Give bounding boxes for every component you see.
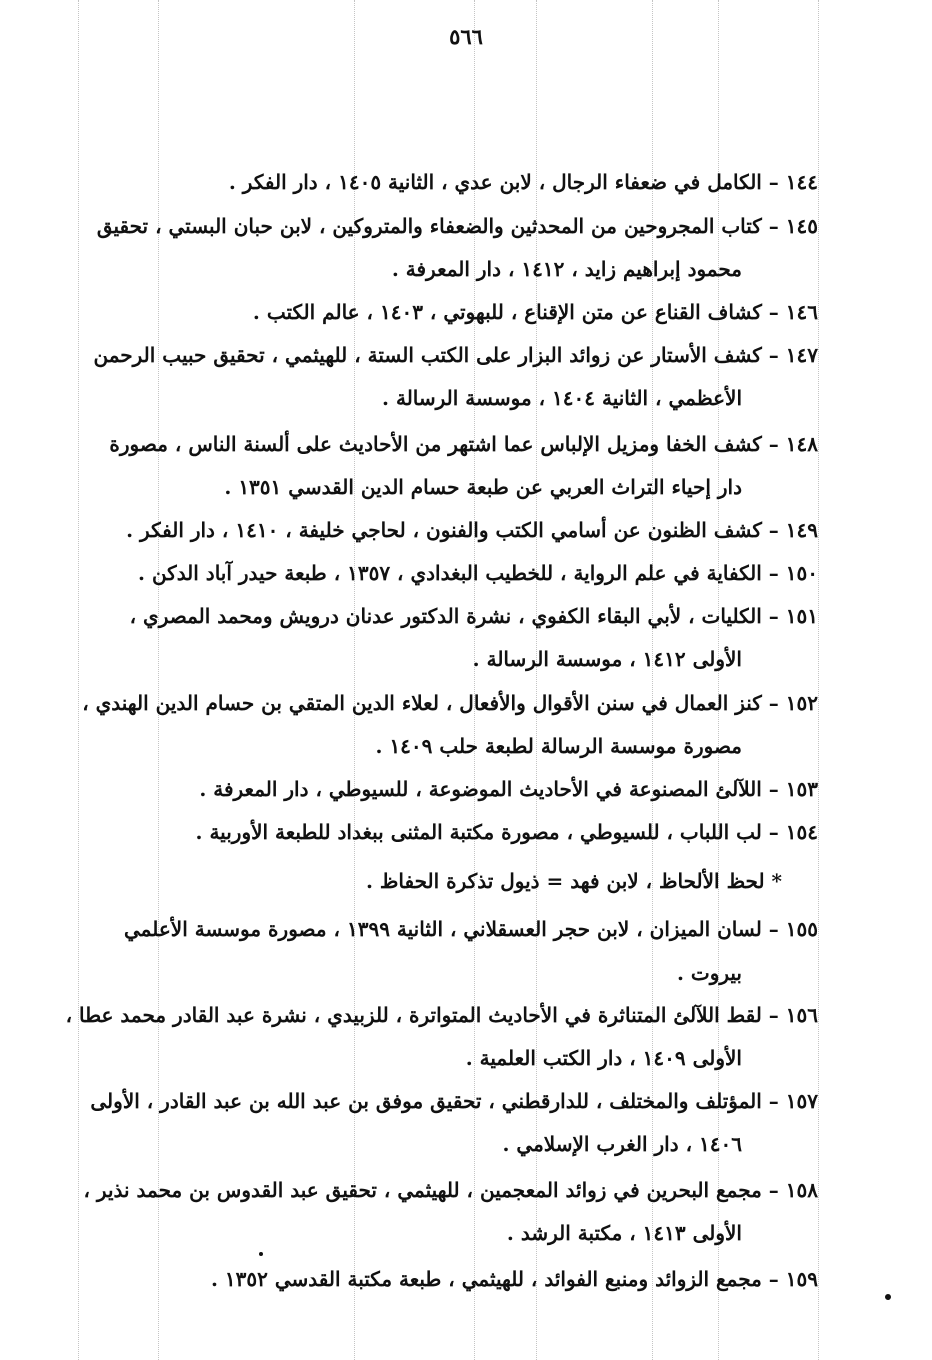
- entry-152-continuation: مصورة موسسة الرسالة لطبعة حلب ١٤٠٩ .: [375, 734, 742, 758]
- entry-149: ١٤٩ – كشف الظنون عن أسامي الكتب والفنون ، لحاجي خليفة ، ١٤١٠ ، دار الفكر .: [126, 518, 818, 542]
- entry-145-continuation: محمود إبراهيم زايد ، ١٤١٢ ، دار المعرفة .: [391, 257, 742, 281]
- entry-153: ١٥٣ – اللآلئ المصنوعة في الأحاديث الموضوعة ، للسيوطي ، دار المعرفة .: [199, 777, 818, 801]
- entry-150: ١٥٠ – الكفاية في علم الرواية ، للخطيب البغدادي ، ١٣٥٧ ، طبعة حيدر آباد الدكن .: [138, 561, 818, 585]
- entry-159: ١٥٩ – مجمع الزوائد ومنبع الفوائد ، للهيثمي ، طبعة مكتبة القدسي ١٣٥٢ .: [210, 1267, 818, 1291]
- scan-guide-line: [158, 0, 159, 1360]
- entry-155: ١٥٥ – لسان الميزان ، لابن حجر العسقلاني ، الثانية ١٣٩٩ ، مصورة موسسة الأعلمي: [124, 917, 818, 941]
- entry-157: ١٥٧ – المؤتلف والمختلف ، للدارقطني ، تحقيق موفق بن عبد الله بن عبد القادر ، الأولى: [90, 1089, 818, 1113]
- entry-158: ١٥٨ – مجمع البحرين في زوائد المعجمين ، للهيثمي ، تحقيق عبد القدوس بن محمد نذير ،: [83, 1178, 818, 1202]
- entry-154: ١٥٤ – لب اللباب ، للسيوطي ، مصورة مكتبة المثنى ببغداد للطبعة الأوربية .: [195, 820, 818, 844]
- page-number: ٥٦٦: [449, 24, 483, 49]
- entry-156: ١٥٦ – لقط اللآلئ المتناثرة في الأحاديث المتواترة ، للزبيدي ، نشرة عبد القادر محمد عطا ،: [65, 1003, 818, 1027]
- entry-145: ١٤٥ – كتاب المجروحين من المحدثين والضعفاء والمتروكين ، لابن حبان البستي ، تحقيق: [96, 214, 818, 238]
- entry-148: ١٤٨ – كشف الخفا ومزيل الإلباس عما اشتهر من الأحاديث على ألسنة الناس ، مصورة: [109, 432, 818, 456]
- scan-guide-line: [78, 0, 79, 1360]
- entry-155-continuation: بيروت .: [676, 961, 742, 985]
- entry-146: ١٤٦ – كشاف القناع عن متن الإقناع ، للبهوتي ، ١٤٠٣ ، عالم الكتب .: [252, 300, 818, 324]
- entry-151: ١٥١ – الكليات ، لأبي البقاء الكفوي ، نشرة الدكتور عدنان درويش ومحمد المصري ،: [129, 604, 818, 628]
- scan-guide-line: [818, 0, 819, 1360]
- scan-guide-line: [474, 0, 475, 1360]
- entry-147: ١٤٧ – كشف الأستار عن زوائد البزار على الكتب الستة ، للهيثمي ، تحقيق حبيب الرحمن: [93, 343, 818, 367]
- scan-speck: [259, 1252, 263, 1256]
- entry-158-continuation: الأولى ١٤١٣ ، مكتبة الرشد .: [506, 1221, 742, 1245]
- entry-147-continuation: الأعظمي ، الثانية ١٤٠٤ ، موسسة الرسالة .: [382, 386, 742, 410]
- entry-152: ١٥٢ – كنز العمال في سنن الأقوال والأفعال ، لعلاء الدين المتقي بن حسام الدين الهندي ،: [82, 691, 818, 715]
- cross-reference-note: * لحظ الألحاظ ، لابن فهد = ذيول تذكرة الحفاظ .: [366, 869, 782, 893]
- entry-157-continuation: ١٤٠٦ ، دار الغرب الإسلامي .: [502, 1132, 742, 1156]
- scan-speck: [885, 1294, 891, 1300]
- entry-144: ١٤٤ – الكامل في ضعفاء الرجال ، لابن عدي ، الثانية ١٤٠٥ ، دار الفكر .: [228, 170, 818, 194]
- entry-156-continuation: الأولى ١٤٠٩ ، دار الكتب العلمية .: [465, 1046, 742, 1070]
- entry-148-continuation: دار إحياء التراث العربي عن طبعة حسام الدين القدسي ١٣٥١ .: [224, 475, 742, 499]
- scan-guide-line: [354, 0, 355, 1360]
- entry-151-continuation: الأولى ١٤١٢ ، موسسة الرسالة .: [472, 647, 742, 671]
